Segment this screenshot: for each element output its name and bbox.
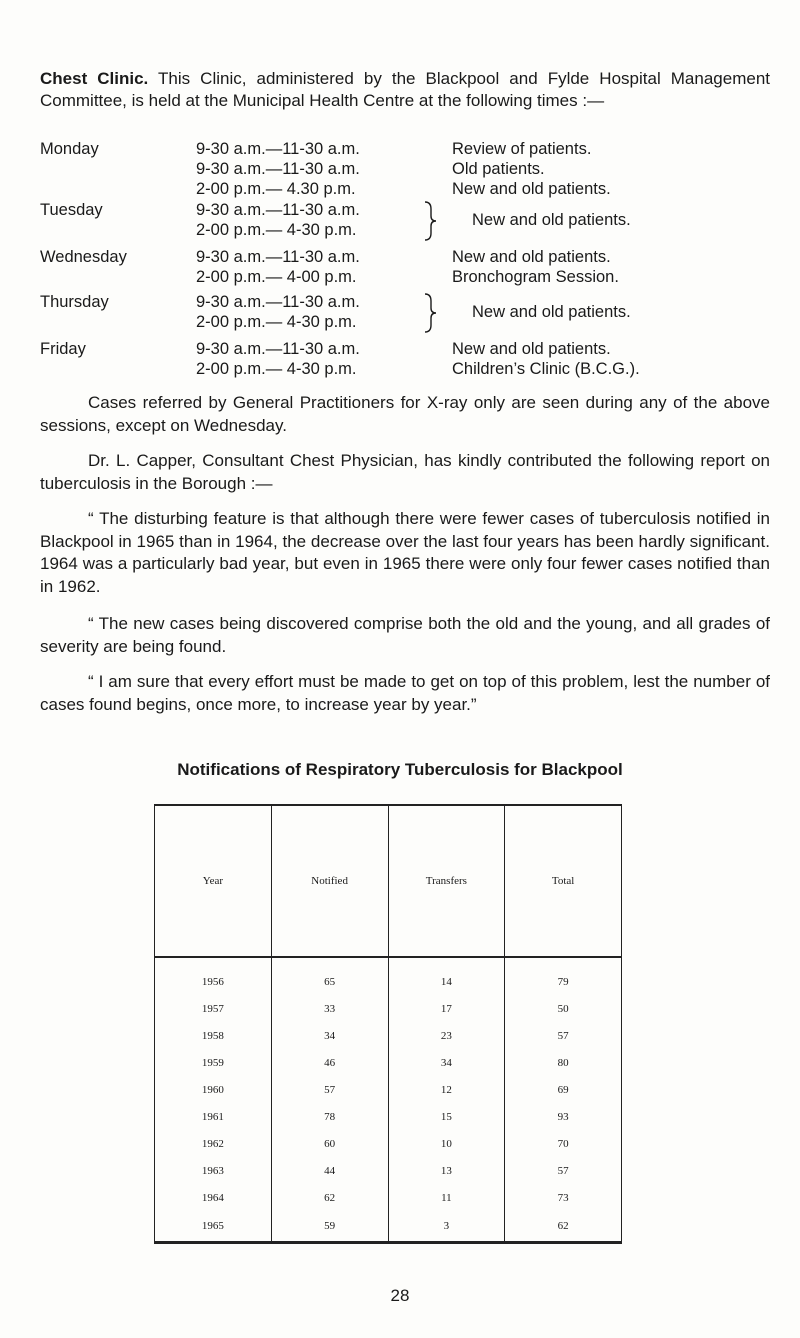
- cell-transfers: 12: [388, 1076, 505, 1103]
- column-header-total: Total: [505, 805, 622, 957]
- table-row: [155, 1211, 622, 1243]
- cell-total: 69: [505, 1076, 622, 1103]
- schedule-note: Bronchogram Session.: [452, 268, 619, 286]
- paragraph-text: Cases referred by General Practitioners for X-ray only are seen during any of the above sessions, except on Wednesday.: [40, 393, 770, 435]
- schedule-note: Review of patients.: [452, 140, 592, 158]
- paragraph-capper: [40, 450, 770, 495]
- cell-notified: 34: [271, 1022, 388, 1049]
- cell-notified: 78: [271, 1103, 388, 1130]
- table-row: [155, 1157, 622, 1184]
- cell-transfers: 13: [388, 1157, 505, 1184]
- cell-total: 73: [505, 1184, 622, 1211]
- cell-notified: 62: [271, 1184, 388, 1211]
- right-brace-icon: [423, 200, 437, 242]
- table-row: [155, 957, 622, 995]
- column-header-year: Year: [155, 805, 272, 957]
- cell-total: 79: [505, 957, 622, 995]
- table-title: Notifications of Respiratory Tuberculosis for Blackpool: [177, 760, 623, 779]
- cell-transfers: 3: [388, 1211, 505, 1243]
- table-row: [155, 1184, 622, 1211]
- paragraph-quote-2: [40, 613, 770, 658]
- cell-year: 1957: [155, 995, 272, 1022]
- cell-year: 1960: [155, 1076, 272, 1103]
- table-row: [155, 1049, 622, 1076]
- table-header-row: [155, 805, 622, 957]
- cell-notified: 59: [271, 1211, 388, 1243]
- cell-total: 62: [505, 1211, 622, 1243]
- table-row: [155, 1130, 622, 1157]
- page-number: 28: [390, 1286, 410, 1305]
- cell-total: 70: [505, 1130, 622, 1157]
- schedule-note: New and old patients.: [452, 180, 611, 198]
- cell-year: 1956: [155, 957, 272, 995]
- cell-transfers: 11: [388, 1184, 505, 1211]
- schedule-day-tuesday: Tuesday: [40, 201, 103, 219]
- right-brace-icon: [423, 292, 437, 334]
- clinic-schedule: [40, 140, 780, 380]
- cell-notified: 44: [271, 1157, 388, 1184]
- notifications-table: [154, 804, 622, 1244]
- cell-year: 1958: [155, 1022, 272, 1049]
- schedule-time: 2-00 p.m.— 4-30 p.m.: [196, 221, 357, 239]
- schedule-time: 9-30 a.m.—11-30 a.m.: [196, 140, 360, 158]
- schedule-time: 2-00 p.m.— 4.30 p.m.: [196, 180, 356, 198]
- paragraph-xray: [40, 392, 770, 437]
- schedule-time: 9-30 a.m.—11-30 a.m.: [196, 248, 360, 266]
- schedule-time: 9-30 a.m.—11-30 a.m.: [196, 340, 360, 358]
- cell-transfers: 10: [388, 1130, 505, 1157]
- schedule-day-friday: Friday: [40, 340, 86, 358]
- cell-transfers: 17: [388, 995, 505, 1022]
- column-header-transfers: Transfers: [388, 805, 505, 957]
- schedule-note: Old patients.: [452, 160, 545, 178]
- paragraph-quote-1: [40, 508, 770, 598]
- schedule-note: Children’s Clinic (B.C.G.).: [452, 360, 640, 378]
- cell-total: 50: [505, 995, 622, 1022]
- cell-total: 57: [505, 1022, 622, 1049]
- schedule-time: 2-00 p.m.— 4-00 p.m.: [196, 268, 357, 286]
- schedule-note: New and old patients.: [452, 248, 611, 266]
- table-row: [155, 1022, 622, 1049]
- cell-year: 1965: [155, 1211, 272, 1243]
- cell-year: 1964: [155, 1184, 272, 1211]
- cell-total: 80: [505, 1049, 622, 1076]
- schedule-note: New and old patients.: [452, 340, 611, 358]
- paragraph-text: “ The disturbing feature is that although there were fewer cases of tuberculosis notified in Blackpool in 1965 than in 1964, the decrease over the last four years has been hardly significant. 1964 was a particularly bad year, but even in 1965 there were only four fewer cases notified than in 1962.: [40, 509, 770, 596]
- cell-transfers: 34: [388, 1049, 505, 1076]
- intro-text: This Clinic, administered by the Blackpool and Fylde Hospital Management Committee, is held at the Municipal Health Centre at the following times :—: [40, 69, 770, 110]
- schedule-time: 9-30 a.m.—11-30 a.m.: [196, 160, 360, 178]
- table-row: [155, 1103, 622, 1130]
- table-row: [155, 995, 622, 1022]
- schedule-note: New and old patients.: [472, 211, 631, 229]
- schedule-time: 9-30 a.m.—11-30 a.m.: [196, 293, 360, 311]
- cell-year: 1962: [155, 1130, 272, 1157]
- table-row: [155, 1076, 622, 1103]
- paragraph-text: Dr. L. Capper, Consultant Chest Physician, has kindly contributed the following report on tuberculosis in the Borough :—: [40, 451, 770, 493]
- schedule-day-thursday: Thursday: [40, 293, 109, 311]
- cell-total: 57: [505, 1157, 622, 1184]
- column-header-notified: Notified: [271, 805, 388, 957]
- cell-year: 1963: [155, 1157, 272, 1184]
- intro-lead: Chest Clinic.: [40, 69, 149, 88]
- paragraph-quote-3: [40, 671, 770, 716]
- cell-transfers: 14: [388, 957, 505, 995]
- schedule-time: 2-00 p.m.— 4-30 p.m.: [196, 360, 357, 378]
- schedule-time: 2-00 p.m.— 4-30 p.m.: [196, 313, 357, 331]
- cell-notified: 57: [271, 1076, 388, 1103]
- paragraph-text: “ I am sure that every effort must be made to get on top of this problem, lest the number of cases found begins, once more, to increase year by year.”: [40, 672, 770, 714]
- cell-notified: 46: [271, 1049, 388, 1076]
- schedule-time: 9-30 a.m.—11-30 a.m.: [196, 201, 360, 219]
- cell-notified: 65: [271, 957, 388, 995]
- cell-total: 93: [505, 1103, 622, 1130]
- schedule-day-wednesday: Wednesday: [40, 248, 127, 266]
- cell-notified: 33: [271, 995, 388, 1022]
- schedule-note: New and old patients.: [472, 303, 631, 321]
- paragraph-text: “ The new cases being discovered comprise both the old and the young, and all grades of severity are being found.: [40, 614, 770, 656]
- cell-notified: 60: [271, 1130, 388, 1157]
- intro-paragraph: [40, 68, 770, 112]
- cell-transfers: 23: [388, 1022, 505, 1049]
- cell-year: 1961: [155, 1103, 272, 1130]
- schedule-day-monday: Monday: [40, 140, 99, 158]
- cell-year: 1959: [155, 1049, 272, 1076]
- cell-transfers: 15: [388, 1103, 505, 1130]
